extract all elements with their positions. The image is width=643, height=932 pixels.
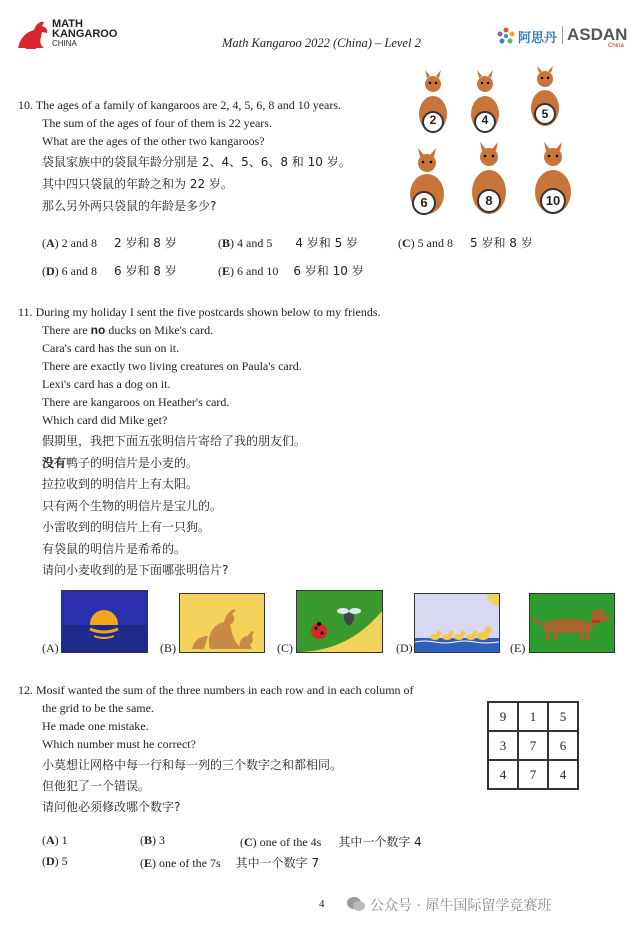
q11-line-6: Which card did Mike get?: [42, 413, 168, 427]
q12-cn-text: [42, 755, 342, 818]
postcard-b-kangaroos[interactable]: [179, 593, 265, 653]
dachshund-icon: [530, 594, 614, 652]
q12-option-d[interactable]: (D) 5: [42, 854, 68, 868]
q12-text: [18, 681, 414, 753]
q12-option-e[interactable]: (E) one of the 7s 其中一个数字 7: [140, 856, 320, 870]
q11-line-3: There are exactly two living creatures on Paula's card.: [42, 359, 302, 373]
q10-option-d[interactable]: (D) 6 and 8 6 岁和 8 岁: [42, 264, 177, 278]
grid-cell: 5: [548, 702, 578, 731]
q12-cn-line-3: 请问他必须修改哪个数字?: [42, 800, 181, 814]
grid-cell: 6: [548, 731, 578, 760]
page-header-title: Math Kangaroo 2022 (China) – Level 2: [222, 36, 421, 50]
kangaroo-5-icon: [524, 66, 566, 132]
q12-option-c[interactable]: (C) one of the 4s 其中一个数字 4: [240, 835, 422, 849]
number-grid: [487, 701, 579, 790]
kangaroo-logo-icon: [14, 18, 54, 52]
asdan-logo: [496, 24, 636, 52]
q10-option-c[interactable]: (C) 5 and 8 5 岁和 8 岁: [398, 236, 533, 250]
watermark-text: 公众号 · 犀牛国际留学竞赛班: [370, 898, 552, 914]
q10-option-e[interactable]: (E) 6 and 10 6 岁和 10 岁: [218, 264, 364, 278]
kangaroo-age-2: 2: [429, 113, 437, 127]
postcard-e-dog[interactable]: [529, 593, 615, 653]
q11-intro: During my holiday I sent the five postcards shown below to my friends.: [35, 305, 381, 319]
q11-cn-line-6: 请问小麦收到的是下面哪张明信片?: [42, 563, 229, 577]
q10-cn-line-3: 那么另外两只袋鼠的年龄是多少?: [42, 199, 217, 213]
q12-line-1: Mosif wanted the sum of the three numbers in each row and in each column of: [36, 683, 414, 697]
wechat-icon: [346, 896, 366, 912]
logo-line-math: MATH: [52, 18, 83, 30]
grid-cell: 7: [518, 760, 548, 789]
grid-cell: 9: [488, 702, 518, 731]
q10-number: 10.: [18, 98, 33, 112]
q11-line-4: Lexi's card has a dog on it.: [42, 377, 171, 391]
grid-cell: 4: [488, 760, 518, 789]
q12-number: 12.: [18, 683, 33, 697]
q10-line-1: The ages of a family of kangaroos are 2, 4, 5, 6, 8 and 10 years.: [35, 98, 342, 112]
q11-line-2: Cara's card has the sun on it.: [42, 341, 180, 355]
grid-cell: 7: [518, 731, 548, 760]
postcard-c-label: (C): [277, 641, 293, 655]
q10-option-b[interactable]: (B) 4 and 5 4 岁和 5 岁: [218, 236, 359, 250]
q11-line-5: There are kangaroos on Heather's card.: [42, 395, 230, 409]
q10-cn-line-1: 袋鼠家族中的袋鼠年龄分别是 2、4、5、6、8 和 10 岁。: [42, 155, 351, 169]
q11-cn-text: [42, 431, 306, 582]
page-number: 4: [319, 898, 325, 910]
q10-cn-line-2: 其中四只袋鼠的年龄之和为 22 岁。: [42, 177, 233, 191]
kangaroos-icon: [180, 594, 264, 652]
postcard-a-sunset[interactable]: [61, 590, 148, 653]
ladybug-fly-icon: [297, 591, 382, 652]
ducks-icon: [415, 594, 499, 652]
kangaroo-age-5: 5: [541, 107, 549, 121]
logo-line-china: CHINA: [52, 39, 77, 48]
q12-option-b[interactable]: (B) 3: [140, 833, 166, 847]
asdan-en-name: ASDAN: [567, 25, 628, 44]
postcard-a-label: (A): [42, 641, 59, 655]
grid-cell: 3: [488, 731, 518, 760]
q10-text: [18, 96, 341, 150]
math-kangaroo-logo: [14, 18, 124, 52]
grid-cell: 4: [548, 760, 578, 789]
kangaroo-age-6: 6: [420, 195, 428, 210]
q12-cn-line-1: 小莫想让网格中每一行和每一列的三个数字之和都相同。: [42, 758, 343, 772]
postcard-d-label: (D): [396, 641, 413, 655]
q11-cn-line-0: 假期里，我把下面五张明信片寄给了我的朋友们。: [42, 434, 307, 448]
postcard-d-ducks[interactable]: [414, 593, 500, 653]
q11-cn-line-2: 拉拉收到的明信片上有太阳。: [42, 477, 199, 491]
postcard-c-insects[interactable]: [296, 590, 383, 653]
logo-line-kangaroo: KANGAROO: [52, 28, 118, 40]
asdan-sub: China: [608, 43, 624, 49]
kangaroo-age-8: 8: [485, 193, 493, 208]
q10-cn-text: [42, 151, 351, 217]
kangaroo-age-10: 10: [545, 193, 561, 208]
q10-line-3: What are the ages of the other two kangaroos?: [42, 134, 265, 148]
q11-cn-line-1: 没有鸭子的明信片是小麦的。: [42, 455, 199, 470]
q12-line-2: the grid to be the same.: [42, 701, 154, 715]
grid-cell: 1: [518, 702, 548, 731]
q12-line-3: He made one mistake.: [42, 719, 149, 733]
q11-cn-line-3: 只有两个生物的明信片是宝儿的。: [42, 498, 223, 513]
postcard-e-label: (E): [510, 641, 526, 655]
q12-cn-line-2: 但他犯了一个错误。: [42, 779, 151, 793]
q11-line-1: There are no ducks on Mike's card.: [42, 323, 214, 337]
q10-option-a[interactable]: (A) 2 and 8 2 岁和 8 岁: [42, 236, 177, 250]
q11-cn-line-5: 有袋鼠的明信片是希希的。: [42, 541, 187, 556]
q12-option-a[interactable]: (A) 1: [42, 833, 68, 847]
kangaroo-family-figure: [398, 66, 583, 218]
kangaroo-age-4: 4: [481, 113, 489, 127]
postcard-b-label: (B): [160, 641, 176, 655]
q11-text: [18, 303, 381, 429]
q12-line-4: Which number must he correct?: [42, 737, 196, 751]
sunset-icon: [62, 591, 147, 652]
q11-number: 11.: [18, 305, 33, 319]
asdan-cn-name: 阿思丹: [518, 31, 558, 46]
q11-cn-line-4: 小雷收到的明信片上有一只狗。: [42, 520, 211, 534]
q10-line-2: The sum of the ages of four of them is 22 years.: [42, 116, 272, 130]
asdan-flower-icon: [496, 26, 516, 46]
